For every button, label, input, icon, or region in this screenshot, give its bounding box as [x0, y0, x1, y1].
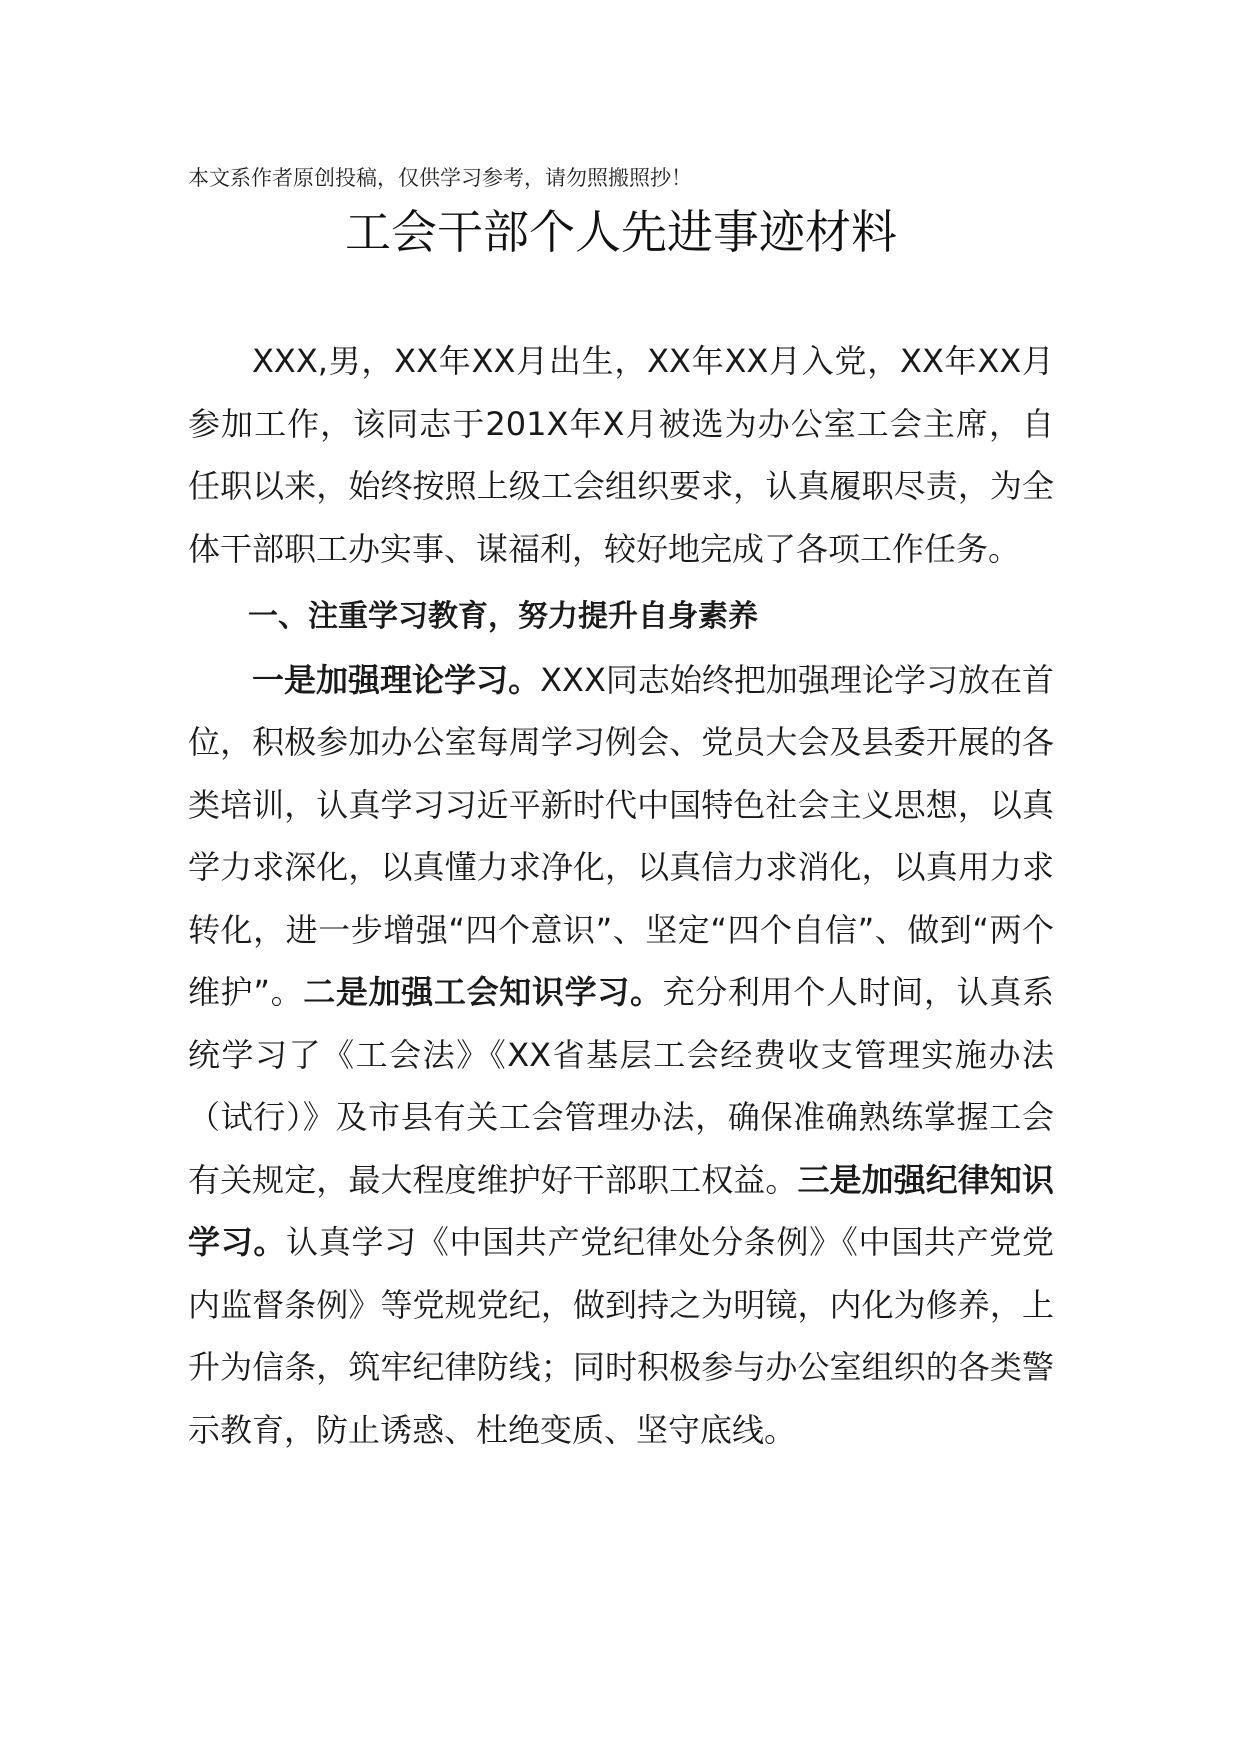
copyright-notice: 本文系作者原创投稿，仅供学习参考，请勿照搬照抄！	[188, 166, 692, 190]
document-title: 工会干部个人先进事迹材料	[345, 205, 897, 259]
point-2-text: 充分利用个人时间，认真系统学习了《工会法》《XX省基层工会经费收支管理实施办法（试行）》及市县有关工会管理办法，确保准确熟练掌握工会有关规定，最大程度维护好干部职工权益。	[188, 973, 1054, 1199]
point-2-lead: 二是加强工会知识学习。	[303, 973, 663, 1011]
section-heading: 一、注重学习教育，努力提升自身素养	[248, 599, 758, 634]
point-1-lead: 一是加强理论学习。	[252, 660, 541, 699]
point-1-text: XXX同志始终把加强理论学习放在首位，积极参加办公室每周学习例会、党员大会及县委开展的各类培训，认真学习习近平新时代中国特色社会主义思想，以真学力求深化，以真懂力求净化，以真信力求消化，以真用力求转化，进一步增强“四个意识”、坚定“四个自信”、做到“两个维护”。	[188, 660, 1054, 1011]
document-body	[188, 330, 1054, 1461]
study-paragraph	[188, 649, 1054, 1462]
point-3-text: 认真学习《中国共产党纪律处分条例》《中国共产党党内监督条例》等党规党纪，做到持之为明镜，内化为修养，上升为信条，筑牢纪律防线；同时积极参与办公室组织的各类警示教育，防止诱惑、杜绝变质、坚守底线。	[188, 1223, 1054, 1449]
point-3-lead: 三是加强纪律知识学习。	[188, 1160, 1054, 1261]
intro-paragraph: XXX,男，XX年XX月出生，XX年XX月入党，XX年XX月参加工作，该同志于201X年X月被选为办公室工会主席，自任职以来，始终按照上级工会组织要求，认真履职尽责，为全体干部职工办实事、谋福利，较好地完成了各项工作任务。	[188, 342, 1054, 568]
